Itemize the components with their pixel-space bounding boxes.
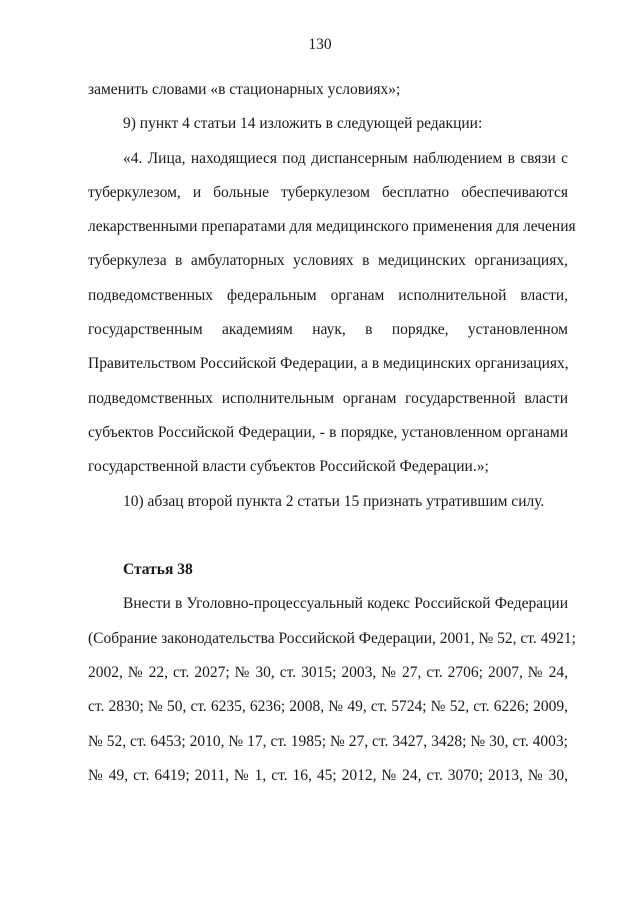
- quote-line: лекарственными препаратами для медицинского применения для лечения: [88, 218, 576, 236]
- quote-line: туберкулеза в амбулаторных условиях в медицинских организациях,: [88, 252, 568, 270]
- quote-line: государственным академиям наук, в порядке, установленном: [88, 321, 568, 339]
- list-item-9: 9) пункт 4 статьи 14 изложить в следующей редакции:: [123, 115, 483, 133]
- article-line: Внести в Уголовно-процессуальный кодекс Российской Федерации: [123, 595, 568, 613]
- spacer: [88, 519, 568, 553]
- list-item-10: 10) абзац второй пункта 2 статьи 15 признать утратившим силу.: [123, 492, 545, 510]
- page-number: 130: [308, 36, 332, 53]
- article-line: № 49, ст. 6419; 2011, № 1, ст. 16, 45; 2012, № 24, ст. 3070; 2013, № 30,: [88, 766, 568, 784]
- quote-line: подведомственных исполнительным органам государственной власти: [88, 389, 568, 407]
- article-heading: Статья 38: [123, 561, 193, 579]
- quote-line: подведомственных федеральным органам исполнительной власти,: [88, 286, 568, 304]
- quote-line: «4. Лица, находящиеся под диспансерным наблюдением в связи с: [123, 149, 568, 167]
- document-body: [88, 73, 576, 793]
- quote-line: Правительством Российской Федерации, а в медицинских организациях,: [88, 355, 569, 373]
- text-line: заменить словами «в стационарных условиях»;: [88, 81, 401, 98]
- article-line: № 52, ст. 6453; 2010, № 17, ст. 1985; № 27, ст. 3427, 3428; № 30, ст. 4003;: [88, 732, 568, 750]
- article-line: 2002, № 22, ст. 2027; № 30, ст. 3015; 2003, № 27, ст. 2706; 2007, № 24,: [88, 664, 568, 682]
- article-line: ст. 2830; № 50, ст. 6235, 6236; 2008, № 49, ст. 5724; № 52, ст. 6226; 2009,: [88, 698, 568, 716]
- quote-line: субъектов Российской Федерации, - в порядке, установленном органами: [88, 423, 568, 441]
- quote-line: туберкулезом, и больные туберкулезом бесплатно обеспечиваются: [88, 183, 568, 201]
- quote-line: государственной власти субъектов Российской Федерации.»;: [88, 458, 489, 476]
- article-line: (Собрание законодательства Российской Федерации, 2001, № 52, ст. 4921;: [88, 629, 576, 647]
